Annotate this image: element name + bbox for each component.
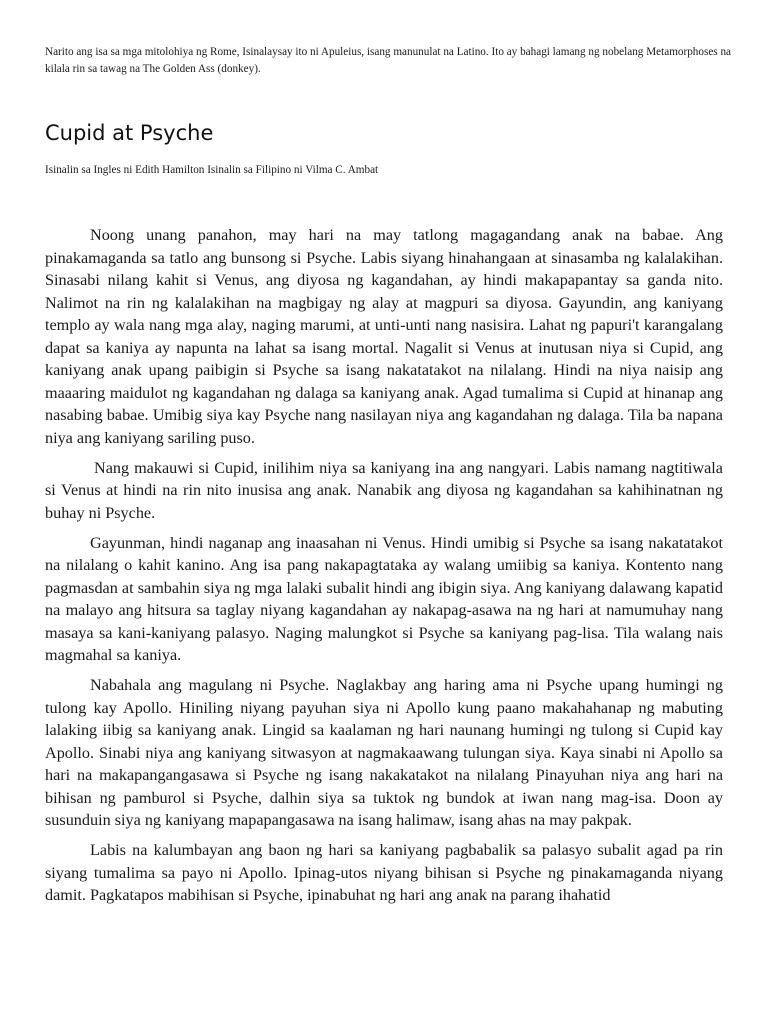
story-body bbox=[45, 224, 723, 914]
paragraph: Nabahala ang magulang ni Psyche. Naglakbay ang haring ama ni Psyche upang humingi ng tulong kay Apollo. Hiniling niyang payuhan siya ni Apollo kung paano makahahanap ng mabuting lalaking iibig sa kaniyang anak. Lingid sa kaalaman ng hari naunang humingi ng tulong si Cupid kay Apollo. Sinabi niya ang kaniyang sitwasyon at nagmakaawang tulungan siya. Kaya sinabi ni Apollo sa hari na makapangangasawa si Psyche ng isang nakakatakot na nilalang Pinayuhan niya ang hari na bihisan ng pamburol si Psyche, dalhin siya sa tuktok ng bundok at iwan nang mag-isa. Doon ay susunduin siya ng kaniyang mapapangasawa na isang halimaw, isang ahas na may pakpak. bbox=[45, 676, 723, 829]
paragraph: Nang makauwi si Cupid, inilihim niya sa kaniyang ina ang nangyari. Labis namang nagtitiwala si Venus at hindi na rin nito inusisa ang anak. Nanabik ang diyosa ng kagandahan sa kahihinatnan ng buhay ni Psyche. bbox=[45, 458, 723, 522]
paragraph: Noong unang panahon, may hari na may tatlong magagandang anak na babae. Ang pinakamaganda sa tatlo ang bunsong si Psyche. Labis siyang hinahangaan at sinasamba ng kalalakihan. Sinasabi nilang kahit si Venus, ang diyosa ng kagandahan, ay hindi makapapantay sa ganda nito. Nalimot na rin ng kalalakihan na magbigay ng alay at magpuri sa diyosa. Gayundin, ang kaniyang templo ay wala nang mga alay, naging marumi, at unti-unti nang nasisira. Lahat ng papuri't karangalang dapat sa kaniya ay napunta na lahat sa isang mortal. Nagalit si Venus at inutusan niya si Cupid, ang kaniyang anak upang paibigin si Psyche sa isang nakatatakot na nilalang. Hindi na niya naisip ang maaaring maidulot ng kagandahan ng dalaga sa kaniyang anak. Agad tumalima si Cupid at hinanap ang nasabing babae. Umibig siya kay Psyche nang nasilayan niya ang kagandahan ng dalaga. Tila ba napana niya ang kaniyang sariling puso. bbox=[45, 226, 723, 447]
paragraph: Gayunman, hindi naganap ang inaasahan ni Venus. Hindi umibig si Psyche sa isang nakatatakot na nilalang o kahit kanino. Ang isa pang nakapagtataka ay walang umiibig sa kaniya. Kontento nang pagmasdan at sambahin siya ng mga lalaki subalit hindi ang ibigin siya. Ang kaniyang dalawang kapatid na malayo ang hitsura sa taglay niyang kagandahan ay nakapag-asawa na ng hari at namumuhay nang masaya sa kani-kaniyang palasyo. Naging malungkot si Psyche sa kaniyang pag-lisa. Tila walang nais magmahal sa kaniya. bbox=[45, 533, 723, 664]
translator-credit: Isinalin sa Ingles ni Edith Hamilton Isinalin sa Filipino ni Vilma C. Ambat bbox=[45, 164, 379, 176]
story-title: Cupid at Psyche bbox=[45, 121, 214, 145]
intro-note: Narito ang isa sa mga mitolohiya ng Rome, Isinalaysay ito ni Apuleius, isang manunulat na Latino. Ito ay bahagi lamang ng nobelang Metamorphoses na kilala rin sa tawag na The Golden Ass (donkey). bbox=[45, 46, 732, 75]
paragraph: Labis na kalumbayan ang baon ng hari sa kaniyang pagbabalik sa palasyo subalit agad pa rin siyang tumalima sa payo ni Apollo. Ipinag-utos niyang bihisan si Psyche ng pinakamaganda niyang damit. Pagkatapos mabihisan si Psyche, ipinabuhat ng hari ang anak na parang ihahatid bbox=[45, 841, 723, 904]
